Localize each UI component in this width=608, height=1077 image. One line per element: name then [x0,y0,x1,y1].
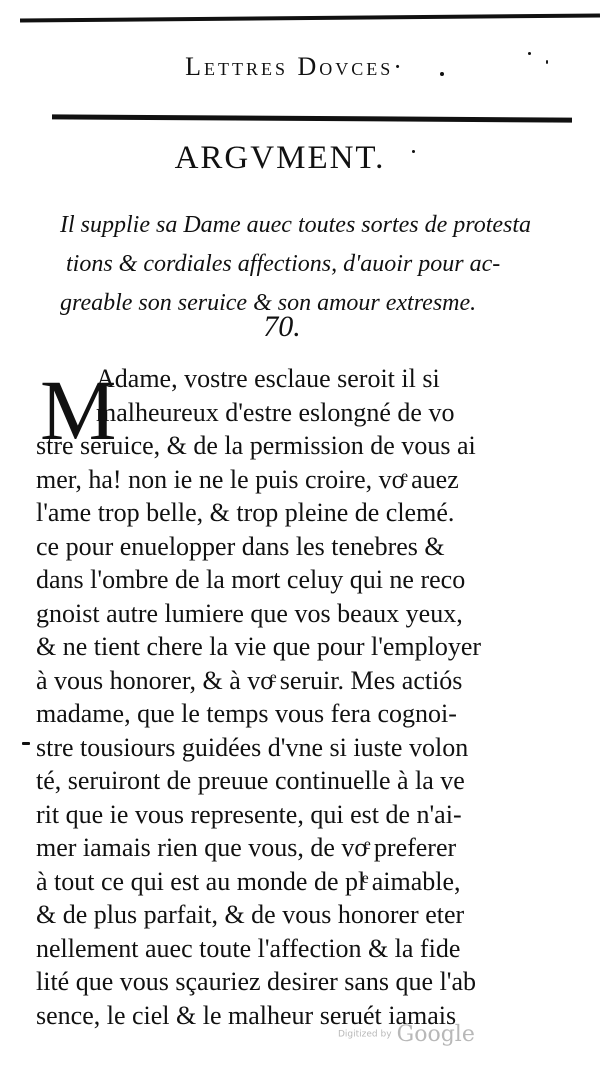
body-line: té, seruiront de preuue continuelle à la ve [36,766,465,795]
google-logo: Google [396,1022,475,1047]
body-line: madame, que le temps vous fera cognoi- [36,699,457,728]
body-line: lité que vous sçauriez desirer sans que l'ab [36,967,477,996]
body-line: nellement auec toute l'affection & la fide [36,933,461,963]
body-line: & de plus parfait, & de vous honorer eter [36,900,465,929]
ink-speck [440,72,444,76]
drop-cap-initial: M [40,362,117,458]
top-edge-rule [20,13,600,22]
body-line: dans l'ombre de la mort celuy qui ne reco [36,565,466,594]
letter-body [36,362,556,1032]
body-line: l'ame trop belle, & trop pleine de clemé. [36,498,455,527]
ink-speck [546,60,548,64]
body-line: à vous honorer, & à voͤ seruir. Mes actiós [36,665,463,695]
argument-title: ARGVMENT. [174,140,386,176]
header-rule [52,114,572,122]
ink-speck [412,150,415,153]
running-head: Lettres Dovces· [185,52,405,81]
body-line: rit que ie vous represente, qui est de n'ai- [36,799,462,829]
body-line: stre seruice, & de la permission de vous ai [36,431,476,460]
body-line: mer, ha! non ie ne le puis croire, voͤ auez [36,464,459,494]
letter-number: 70. [263,310,301,343]
argument-line: tions & cordiales affections, d'auoir pour ac- [66,251,501,277]
ink-speck [22,742,30,745]
digitized-watermark [338,1022,478,1047]
body-line: à tout ce qui est au monde de plͤ aimable, [36,866,461,896]
body-line: ce pour enuelopper dans les tenebres & [36,531,445,561]
body-line: stre tousiours guidées d'vne si iuste volon [36,732,469,762]
argument-line: Il supplie sa Dame auec toutes sortes de protesta [60,212,532,238]
body-line: mer iamais rien que vous, de voͤ preferer [36,833,457,862]
argument-line: greable son seruice & son amour extresme. [60,290,477,316]
body-line: malheureux d'estre eslongné de vo [96,397,455,427]
argument-summary [60,206,560,323]
body-line: & ne tient chere la vie que pour l'employer [36,632,482,661]
ink-speck [528,52,531,55]
watermark-prefix: Digitized by [338,1029,392,1040]
body-line: gnoist autre lumiere que vos beaux yeux, [36,598,463,628]
body-line: Adame, vostre esclaue seroit il si [96,364,440,393]
body-line: sence, le ciel & le malheur seruét iamais [36,1000,457,1030]
